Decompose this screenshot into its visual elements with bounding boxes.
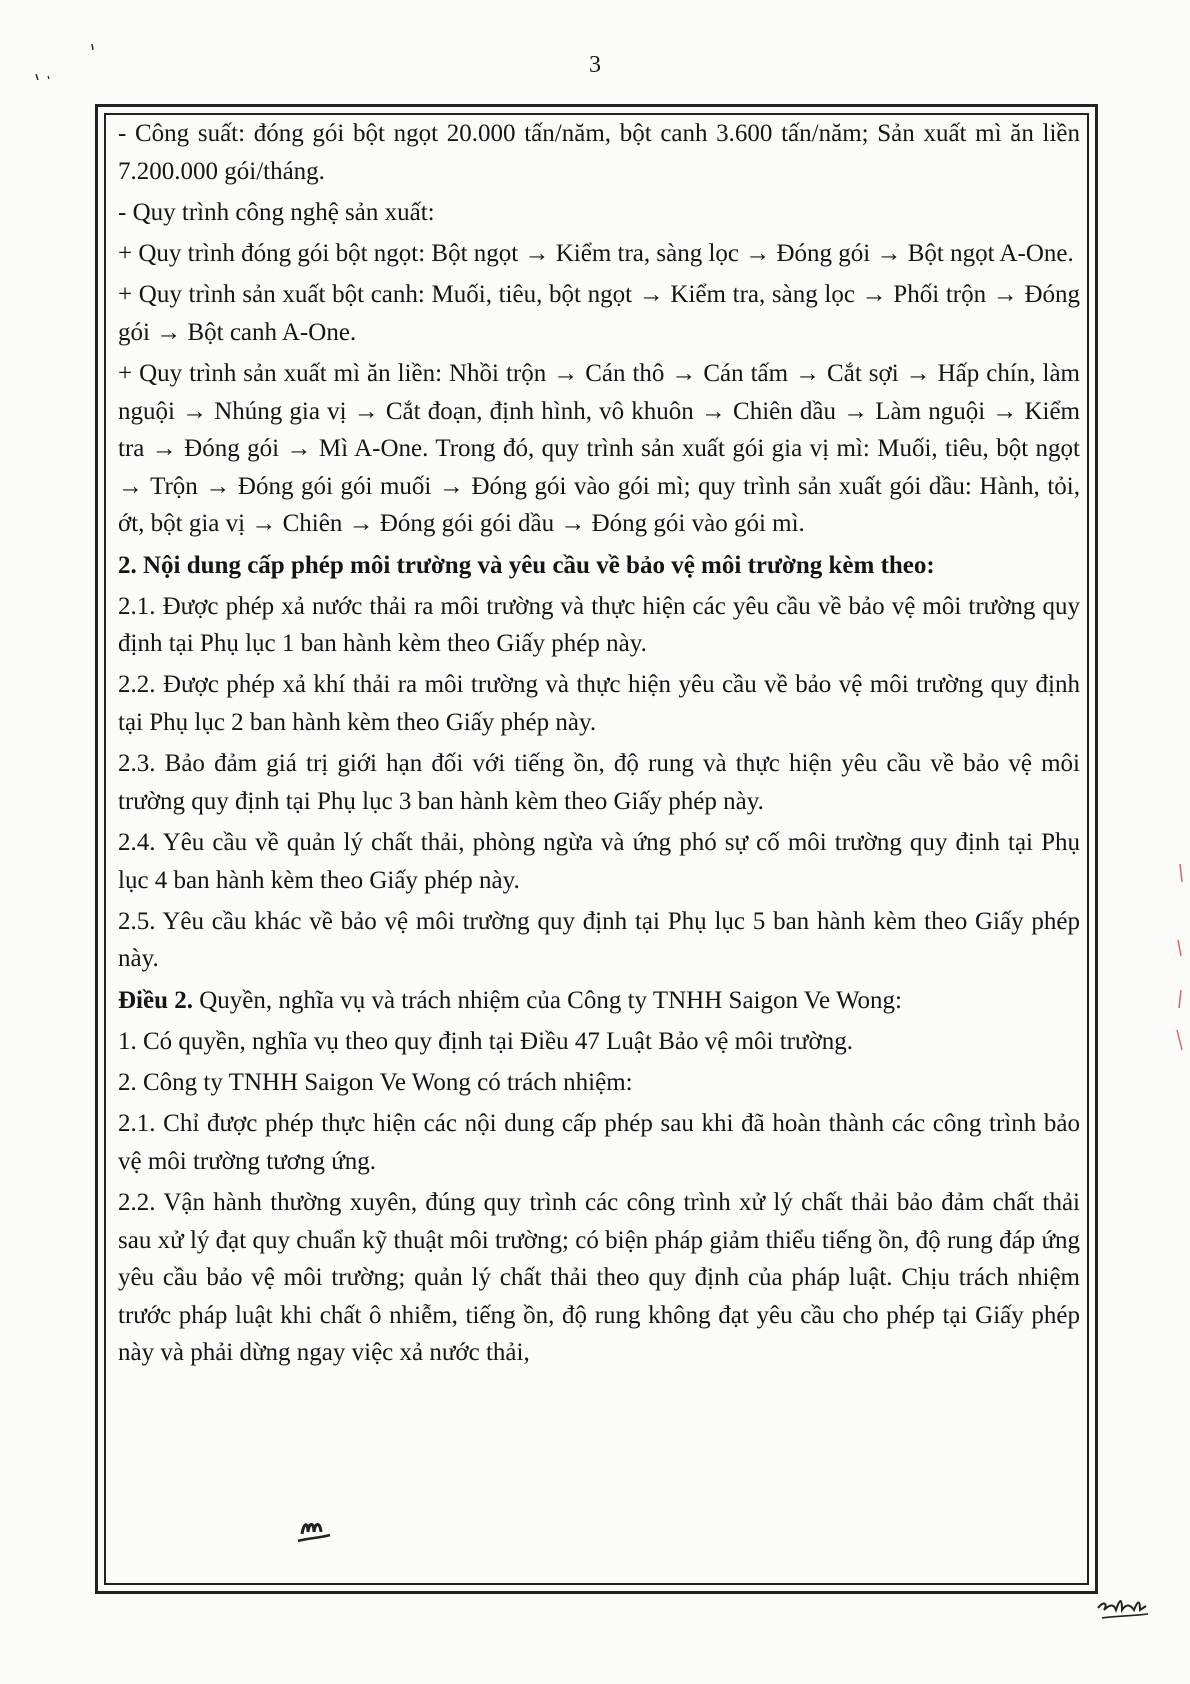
dieu-2-label: Điều 2. — [118, 986, 193, 1014]
dieu-2-text: Quyền, nghĩa vụ và trách nhiệm của Công ty TNHH Saigon Ve Wong: — [193, 986, 902, 1014]
paragraph-quy-trinh-bot-ngot: + Quy trình đóng gói bột ngọt: Bột ngọt → Kiểm tra, sàng lọc → Đóng gói → Bột ngọt A-One. — [118, 239, 1074, 267]
paragraph-item-2-5: 2.5. Yêu cầu khác về bảo vệ môi trường quy định tại Phụ lục 5 ban hành kèm theo Giấy phép này. — [118, 907, 1080, 973]
paragraph-dieu-2-item-1: 1. Có quyền, nghĩa vụ theo quy định tại Điều 47 Luật Bảo vệ môi trường. — [118, 1027, 853, 1055]
document-body — [118, 115, 1080, 1376]
handwritten-signature-mark — [1094, 1594, 1154, 1626]
paragraph-item-2-1: 2.1. Được phép xả nước thải ra môi trường và thực hiện các yêu cầu về bảo vệ môi trường quy định tại Phụ lục 1 ban hành kèm theo Giấy phép này. — [118, 592, 1080, 658]
section-2-heading: 2. Nội dung cấp phép môi trường và yêu cầu về bảo vệ môi trường kèm theo: — [118, 551, 935, 579]
paragraph-quy-trinh-title: - Quy trình công nghệ sản xuất: — [118, 198, 435, 226]
paragraph-quy-trinh-mi: + Quy trình sản xuất mì ăn liền: Nhồi trộn → Cán thô → Cán tấm → Cắt sợi → Hấp chín, làm nguội → Nhúng gia vị → Cắt đoạn, định hình, vô khuôn → Chiên dầu → Làm nguội → Kiểm tra → Đóng gói → Mì A-One. Trong đó, quy trình sản xuất gói gia vị mì: Muối, tiêu, bột ngọt → Trộn → Đóng gói gói muối → Đóng gói vào gói mì; quy trình sản xuất gói dầu: Hành, tỏi, ớt, bột gia vị → Chiên → Đóng gói gói dầu → Đóng gói vào gói mì. — [118, 359, 1080, 538]
handwritten-initial-mark — [296, 1516, 332, 1546]
paragraph-cong-suat: - Công suất: đóng gói bột ngọt 20.000 tấn/năm, bột canh 3.600 tấn/năm; Sản xuất mì ăn liền 7.200.000 gói/tháng. — [118, 120, 1080, 185]
page-number: 3 — [589, 52, 601, 78]
dieu-2-paragraph — [118, 982, 1080, 1020]
paragraph-dieu-2-item-2-1: 2.1. Chỉ được phép thực hiện các nội dung cấp phép sau khi đã hoàn thành các công trình bảo vệ môi trường tương ứng. — [118, 1110, 1080, 1175]
paragraph-dieu-2-item-2-2: 2.2. Vận hành thường xuyên, đúng quy trình các công trình xử lý chất thải bảo đảm chất thải sau xử lý đạt quy chuẩn kỹ thuật môi trường; có biện pháp giảm thiểu tiếng ồn, độ rung đáp ứng yêu cầu bảo vệ môi trường; quản lý chất thải theo quy định của pháp luật. Chịu trách nhiệm trước pháp luật khi chất ô nhiễm, tiếng ồn, độ rung không đạt yêu cầu cho phép tại Giấy phép này và phải dừng ngay việc xả nước thải, — [118, 1188, 1080, 1367]
paragraph-item-2-4: 2.4. Yêu cầu về quản lý chất thải, phòng ngừa và ứng phó sự cố môi trường quy định tại Phụ lục 4 ban hành kèm theo Giấy phép này. — [118, 829, 1080, 894]
paragraph-dieu-2-item-2: 2. Công ty TNHH Saigon Ve Wong có trách nhiệm: — [118, 1068, 633, 1096]
paragraph-item-2-2: 2.2. Được phép xả khí thải ra môi trường và thực hiện yêu cầu về bảo vệ môi trường quy định tại Phụ lục 2 ban hành kèm theo Giấy phép này. — [118, 671, 1080, 737]
paragraph-item-2-3: 2.3. Bảo đảm giá trị giới hạn đối với tiếng ồn, độ rung và thực hiện yêu cầu về bảo vệ môi trường quy định tại Phụ lục 3 ban hành kèm theo Giấy phép này. — [118, 750, 1080, 815]
red-stamp-fragment — [1172, 860, 1188, 1060]
paragraph-quy-trinh-bot-canh: + Quy trình sản xuất bột canh: Muối, tiêu, bột ngọt → Kiểm tra, sàng lọc → Phối trộn → Đóng gói → Bột canh A-One. — [118, 281, 1080, 346]
scan-speck-marks — [30, 38, 100, 88]
